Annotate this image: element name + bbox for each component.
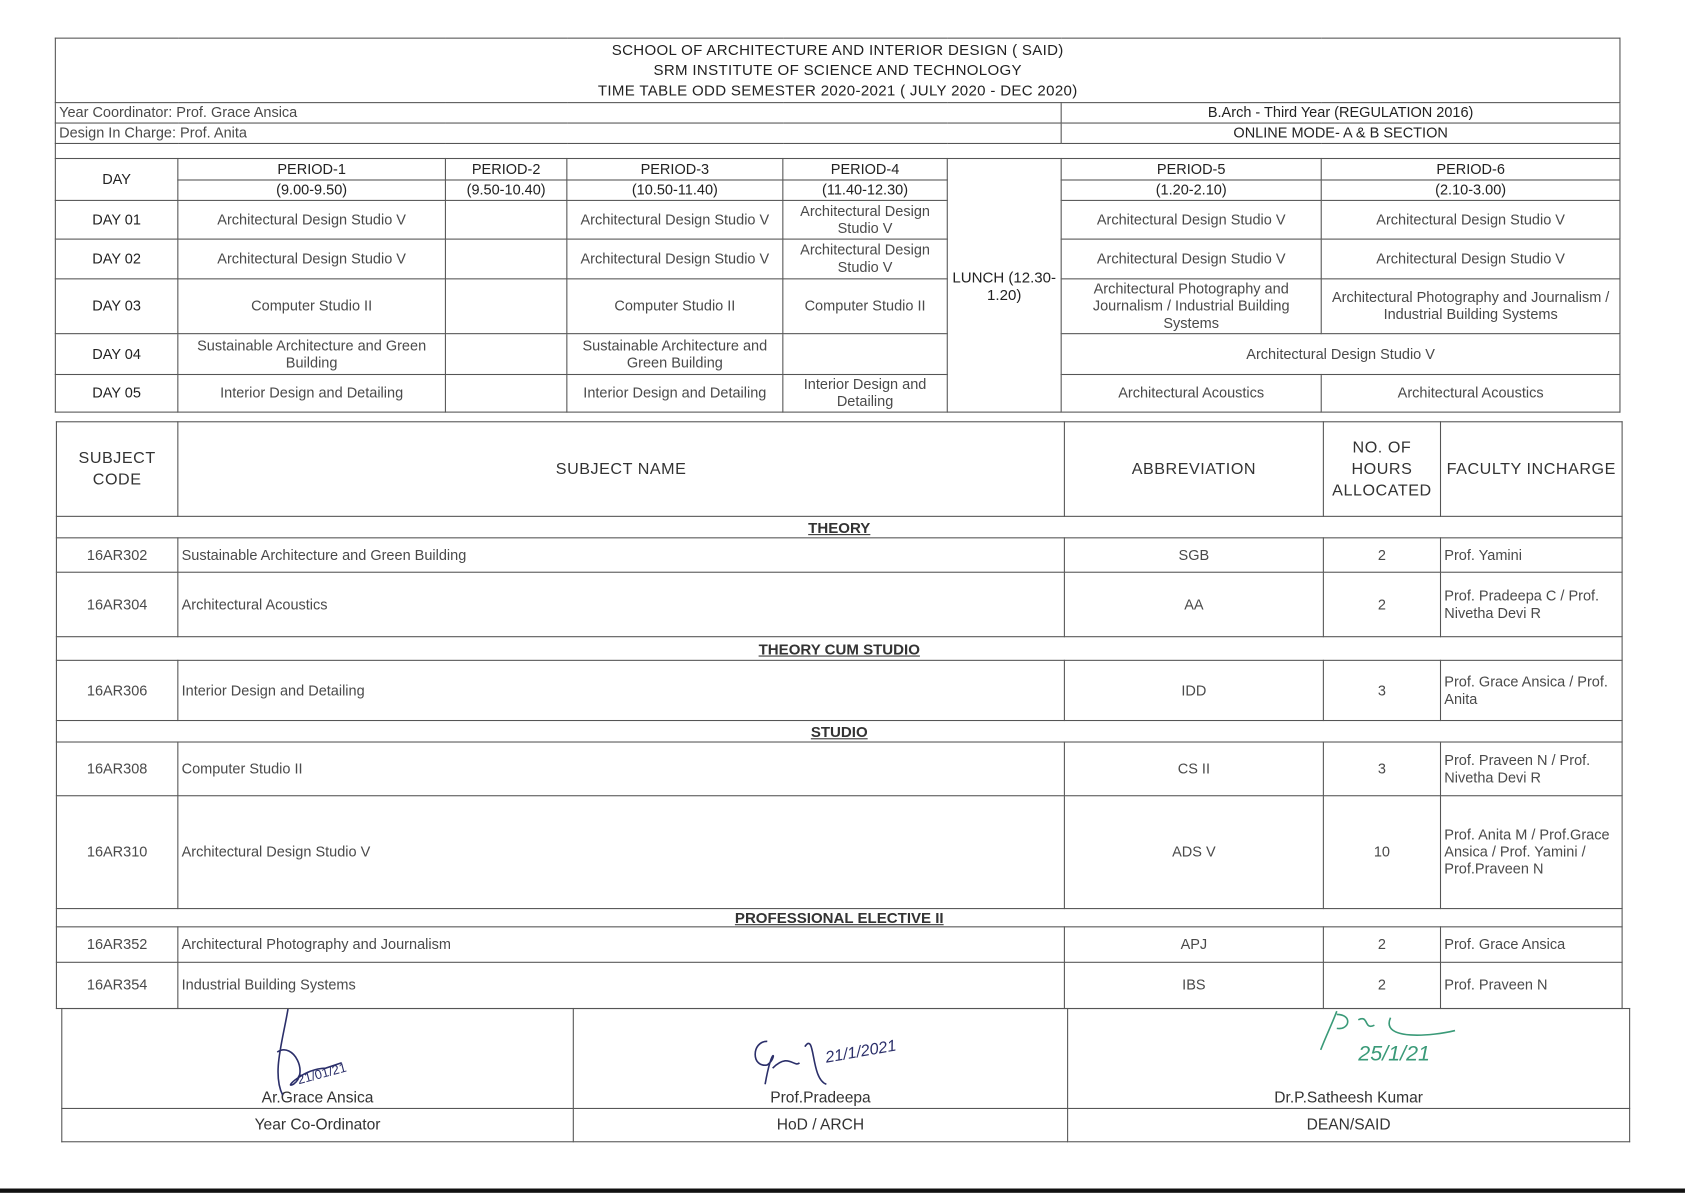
- abbreviation: CS II: [1064, 742, 1323, 796]
- section-heading: PROFESSIONAL ELECTIVE II: [56, 909, 1622, 927]
- period-5-header: PERIOD-5: [1061, 159, 1321, 180]
- slot: Interior Design and Detailing: [567, 374, 783, 412]
- design-in-charge: Design In Charge: Prof. Anita: [55, 123, 1061, 143]
- subject-row: [56, 660, 1622, 720]
- subject-code: 16AR302: [56, 538, 177, 572]
- slot: Architectural Design Studio V: [1061, 239, 1321, 279]
- subject-code: 16AR354: [56, 962, 177, 1008]
- slot: Sustainable Architecture and Green Building: [567, 334, 783, 375]
- role-label: HoD / ARCH: [573, 1108, 1067, 1141]
- period-2-time: (9.50-10.40): [445, 180, 566, 200]
- signature-block: [61, 1008, 1630, 1142]
- slot: Computer Studio II: [178, 279, 446, 334]
- section-heading: THEORY: [56, 516, 1622, 537]
- abbreviation: APJ: [1064, 927, 1323, 962]
- abbreviation: SGB: [1064, 538, 1323, 572]
- svg-text:25/1/21: 25/1/21: [1358, 1041, 1430, 1066]
- day-label: DAY 02: [55, 239, 178, 279]
- hours-allocated: 2: [1323, 962, 1440, 1008]
- subject-code: 16AR308: [56, 742, 177, 796]
- faculty-incharge: Prof. Praveen N: [1441, 962, 1623, 1008]
- signature-mark-icon: [574, 1009, 1068, 1108]
- faculty-incharge: Prof. Anita M / Prof.Grace Ansica / Prof. Yamini / Prof.Praveen N: [1441, 796, 1623, 909]
- abbreviation: IDD: [1064, 660, 1323, 720]
- subject-table: [56, 421, 1623, 1009]
- slot: Architectural Design Studio V: [1061, 334, 1620, 375]
- slot: Computer Studio II: [783, 279, 947, 334]
- slot: Architectural Design Studio V: [567, 200, 783, 239]
- abbreviation: AA: [1064, 572, 1323, 636]
- subject-name-header: SUBJECT NAME: [178, 422, 1065, 517]
- subject-code: 16AR310: [56, 796, 177, 909]
- day-label: DAY 01: [55, 200, 178, 239]
- slot: Interior Design and Detailing: [178, 374, 446, 412]
- lunch-break: LUNCH (12.30-1.20): [947, 159, 1061, 413]
- faculty-incharge: Prof. Grace Ansica: [1441, 927, 1623, 962]
- period-5-time: (1.20-2.10): [1061, 180, 1321, 200]
- abbreviation: IBS: [1064, 962, 1323, 1008]
- hours-allocated: 2: [1323, 538, 1440, 572]
- day-row: [55, 239, 1620, 279]
- slot: [445, 239, 566, 279]
- slot: Architectural Design Studio V: [783, 239, 947, 279]
- day-row: [55, 374, 1620, 412]
- period-1-header: PERIOD-1: [178, 159, 446, 180]
- subject-name: Architectural Photography and Journalism: [178, 927, 1065, 962]
- signatory-name: Dr.P.Satheesh Kumar: [1274, 1089, 1423, 1107]
- day-row: [55, 334, 1620, 375]
- signature-mark-icon: [62, 1009, 573, 1108]
- slot: Architectural Design Studio V: [1321, 239, 1620, 279]
- signature-hod: [573, 1009, 1067, 1109]
- signatory-name: Prof.Pradeepa: [770, 1089, 871, 1107]
- subject-row: [56, 927, 1622, 962]
- hours-allocated: 10: [1323, 796, 1440, 909]
- day-label: DAY 03: [55, 279, 178, 334]
- subject-code: 16AR304: [56, 572, 177, 636]
- signature-dean: [1068, 1009, 1630, 1109]
- subject-name: Computer Studio II: [178, 742, 1065, 796]
- abbreviation: ADS V: [1064, 796, 1323, 909]
- slot: Architectural Design Studio V: [1321, 200, 1620, 239]
- subject-code-header: SUBJECT CODE: [56, 422, 177, 517]
- subject-row: [56, 742, 1622, 796]
- slot: Architectural Photography and Journalism / Industrial Building Systems: [1061, 279, 1321, 334]
- subject-row: [56, 572, 1622, 636]
- faculty-incharge: Prof. Grace Ansica / Prof. Anita: [1441, 660, 1623, 720]
- hours-header: NO. OF HOURS ALLOCATED: [1323, 422, 1440, 517]
- program-label: B.Arch - Third Year (REGULATION 2016): [1061, 103, 1620, 123]
- slot: Computer Studio II: [567, 279, 783, 334]
- period-6-time: (2.10-3.00): [1321, 180, 1620, 200]
- period-3-header: PERIOD-3: [567, 159, 783, 180]
- day-header: DAY: [55, 159, 178, 201]
- signatory-name: Ar.Grace Ansica: [261, 1089, 374, 1107]
- day-label: DAY 05: [55, 374, 178, 412]
- day-row: [55, 200, 1620, 239]
- slot: Architectural Photography and Journalism / Industrial Building Systems: [1321, 279, 1620, 334]
- slot: [783, 334, 947, 375]
- spacer-row: [55, 143, 1620, 158]
- svg-text:21/1/2021: 21/1/2021: [823, 1036, 898, 1067]
- signature-mark-icon: [1068, 1009, 1629, 1073]
- slot: Architectural Acoustics: [1321, 374, 1620, 412]
- scan-edge: [0, 1189, 1685, 1193]
- timetable-title: TIME TABLE ODD SEMESTER 2020-2021 ( JULY 2020 - DEC 2020): [597, 81, 1078, 99]
- subject-name: Sustainable Architecture and Green Building: [178, 538, 1065, 572]
- timetable-grid: [55, 38, 1621, 413]
- day-row: [55, 279, 1620, 334]
- slot: Sustainable Architecture and Green Building: [178, 334, 446, 375]
- section-heading: THEORY CUM STUDIO: [56, 637, 1622, 661]
- svg-text:21/01/21: 21/01/21: [295, 1059, 348, 1088]
- slot: [445, 279, 566, 334]
- hours-allocated: 2: [1323, 572, 1440, 636]
- period-2-header: PERIOD-2: [445, 159, 566, 180]
- signature-year-coordinator: [62, 1009, 574, 1109]
- period-4-time: (11.40-12.30): [783, 180, 947, 200]
- day-label: DAY 04: [55, 334, 178, 375]
- institute-name: SRM INSTITUTE OF SCIENCE AND TECHNOLOGY: [653, 61, 1022, 79]
- subject-code: 16AR352: [56, 927, 177, 962]
- period-3-time: (10.50-11.40): [567, 180, 783, 200]
- subject-row: [56, 538, 1622, 572]
- period-6-header: PERIOD-6: [1321, 159, 1620, 180]
- slot: Architectural Design Studio V: [178, 200, 446, 239]
- role-label: Year Co-Ordinator: [62, 1108, 574, 1141]
- slot: [445, 334, 566, 375]
- hours-allocated: 2: [1323, 927, 1440, 962]
- period-4-header: PERIOD-4: [783, 159, 947, 180]
- mode-label: ONLINE MODE- A & B SECTION: [1061, 123, 1620, 143]
- faculty-incharge: Prof. Praveen N / Prof. Nivetha Devi R: [1441, 742, 1623, 796]
- slot: Architectural Acoustics: [1061, 374, 1321, 412]
- slot: [445, 374, 566, 412]
- role-label: DEAN/SAID: [1068, 1108, 1630, 1141]
- faculty-incharge: Prof. Pradeepa C / Prof. Nivetha Devi R: [1441, 572, 1623, 636]
- subject-name: Architectural Acoustics: [178, 572, 1065, 636]
- slot: Architectural Design Studio V: [1061, 200, 1321, 239]
- slot: Architectural Design Studio V: [567, 239, 783, 279]
- subject-name: Interior Design and Detailing: [178, 660, 1065, 720]
- subject-name: Industrial Building Systems: [178, 962, 1065, 1008]
- subject-name: Architectural Design Studio V: [178, 796, 1065, 909]
- slot: [445, 200, 566, 239]
- abbreviation-header: ABBREVIATION: [1064, 422, 1323, 517]
- hours-allocated: 3: [1323, 660, 1440, 720]
- slot: Interior Design and Detailing: [783, 374, 947, 412]
- period-1-time: (9.00-9.50): [178, 180, 446, 200]
- faculty-header: FACULTY INCHARGE: [1441, 422, 1623, 517]
- document-title: [55, 38, 1620, 102]
- slot: Architectural Design Studio V: [783, 200, 947, 239]
- school-name: SCHOOL OF ARCHITECTURE AND INTERIOR DESIGN ( SAID): [611, 40, 1064, 59]
- subject-row: [56, 962, 1622, 1008]
- faculty-incharge: Prof. Yamini: [1441, 538, 1623, 572]
- subject-code: 16AR306: [56, 660, 177, 720]
- slot: Architectural Design Studio V: [178, 239, 446, 279]
- hours-allocated: 3: [1323, 742, 1440, 796]
- section-heading: STUDIO: [56, 721, 1622, 742]
- year-coordinator: Year Coordinator: Prof. Grace Ansica: [55, 103, 1061, 123]
- subject-row: [56, 796, 1622, 909]
